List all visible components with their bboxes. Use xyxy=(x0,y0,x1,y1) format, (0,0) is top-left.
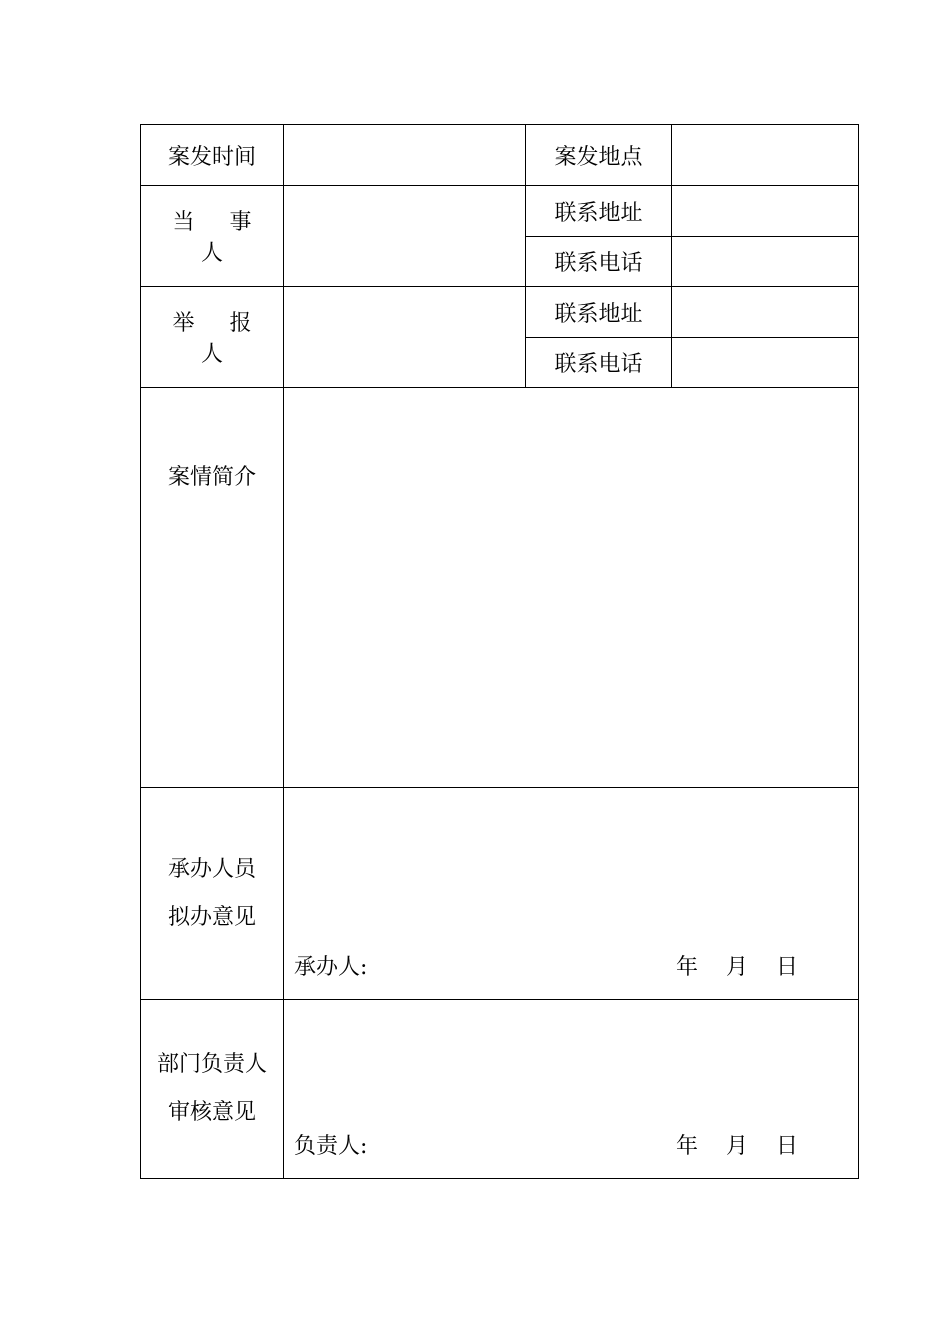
case-registration-form xyxy=(140,124,859,1179)
reporter-address-label: 联系地址 xyxy=(526,287,672,338)
party-phone-field[interactable] xyxy=(672,237,859,287)
party-name-field[interactable] xyxy=(284,186,526,287)
case-summary-field[interactable] xyxy=(284,388,859,788)
handler-opinion-label-line2: 拟办意见 xyxy=(167,904,256,930)
party-label: 当 事 人 xyxy=(141,186,284,287)
handler-opinion-label-cell xyxy=(141,788,284,1000)
case-time-row xyxy=(141,125,859,186)
reporter-phone-field[interactable] xyxy=(672,338,859,388)
handler-signer-label: 承办人: xyxy=(294,955,368,980)
reporter-label: 举 报 人 xyxy=(141,287,284,388)
reporter-phone-label: 联系电话 xyxy=(526,338,672,388)
dept-month-label: 月 xyxy=(726,1134,749,1159)
dept-day-label: 日 xyxy=(776,1134,799,1159)
reporter-row-1 xyxy=(141,287,859,338)
dept-opinion-label-line1: 部门负责人 xyxy=(156,1052,267,1077)
handler-month-label: 月 xyxy=(726,955,749,980)
case-time-label: 案发时间 xyxy=(141,125,284,186)
dept-opinion-label-cell xyxy=(141,1000,284,1179)
handler-opinion-label-line1: 承办人员 xyxy=(167,856,256,882)
case-place-field[interactable] xyxy=(672,125,859,186)
handler-opinion-field[interactable] xyxy=(284,788,859,1000)
dept-signer-label: 负责人: xyxy=(294,1134,368,1159)
dept-opinion-label-line2: 审核意见 xyxy=(167,1100,256,1125)
party-address-label: 联系地址 xyxy=(526,186,672,237)
handler-year-label: 年 xyxy=(676,955,699,980)
dept-opinion-field[interactable] xyxy=(284,1000,859,1179)
handler-date xyxy=(676,950,798,981)
reporter-name-field[interactable] xyxy=(284,287,526,388)
case-summary-label-cell xyxy=(141,388,284,788)
reporter-address-field[interactable] xyxy=(672,287,859,338)
dept-opinion-row xyxy=(141,1000,859,1179)
party-address-field[interactable] xyxy=(672,186,859,237)
handler-day-label: 日 xyxy=(776,955,799,980)
handler-opinion-row xyxy=(141,788,859,1000)
case-summary-row xyxy=(141,388,859,788)
case-time-field[interactable] xyxy=(284,125,526,186)
party-row-1 xyxy=(141,186,859,237)
case-place-label: 案发地点 xyxy=(526,125,672,186)
dept-date xyxy=(676,1129,798,1160)
case-summary-label: 案情简介 xyxy=(167,465,256,490)
party-phone-label: 联系电话 xyxy=(526,237,672,287)
dept-year-label: 年 xyxy=(676,1134,699,1159)
